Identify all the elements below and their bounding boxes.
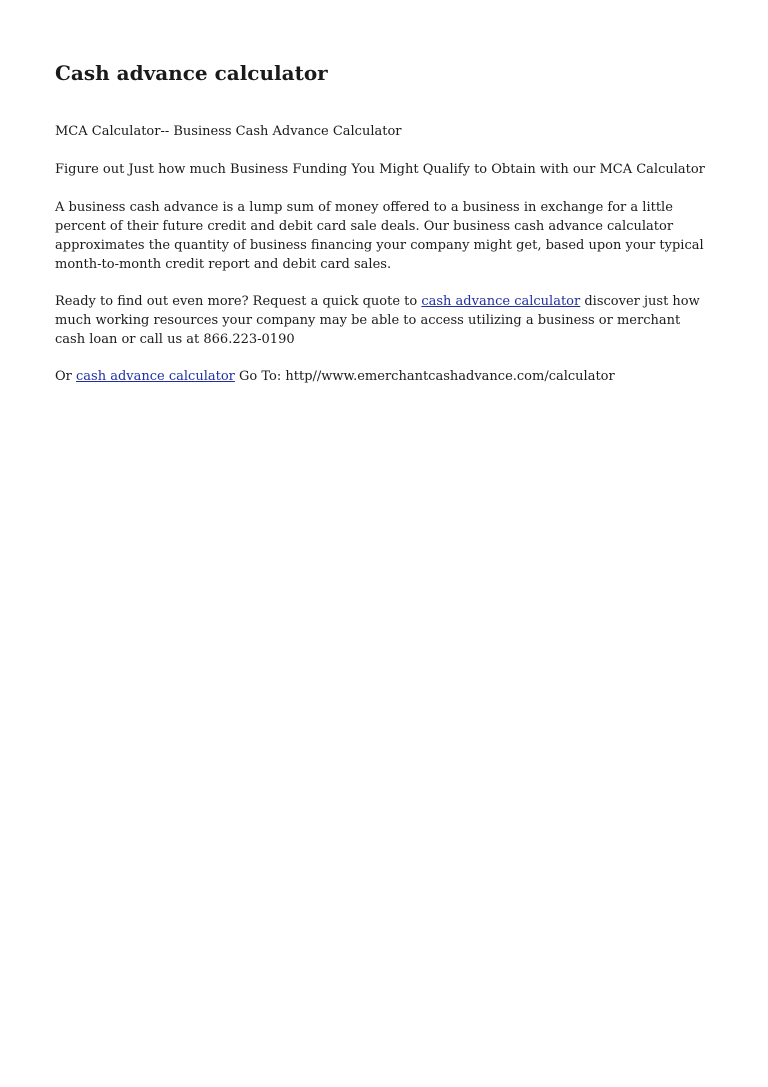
subtitle-paragraph: MCA Calculator-- Business Cash Advance Calculator <box>55 124 402 139</box>
cta-paragraph <box>55 292 710 349</box>
footer-calculator-link[interactable]: cash advance calculator <box>76 369 235 384</box>
cta-text-before: Ready to find out even more? Request a quick quote to <box>55 294 422 309</box>
cta-text-after: discover just how much working resources your company may be able to access utilizing a business or merchant cash loan or call us at 866.223-0190 <box>55 294 700 347</box>
description-paragraph: A business cash advance is a lump sum of money offered to a business in exchange for a little percent of their future credit and debit card sale deals. Our business cash advance calculator approximates the quantity of business financing your company might get, based upon your typical month-to-month credit report and debit card sales. <box>55 200 704 272</box>
page-title: Cash advance calculator <box>55 61 328 85</box>
cash-advance-calculator-link[interactable]: cash advance calculator <box>421 294 581 309</box>
footer-text-before: Or <box>55 369 77 384</box>
footer-paragraph <box>55 367 710 386</box>
intro-paragraph: Figure out Just how much Business Funding You Might Qualify to Obtain with our MCA Calculator <box>55 162 705 177</box>
footer-text-after: Go To: http//www.emerchantcashadvance.com/calculator <box>234 369 615 384</box>
